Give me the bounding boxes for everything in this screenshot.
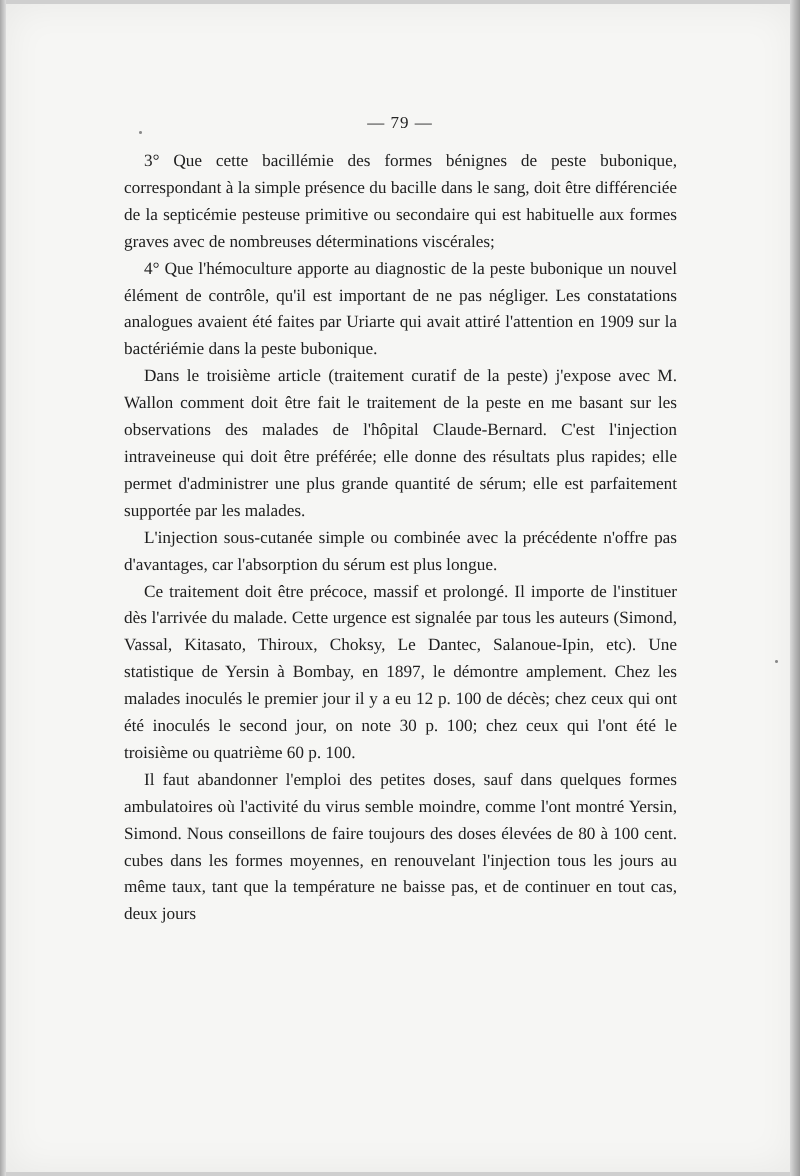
ink-speck xyxy=(775,660,778,663)
paragraph-3: Dans le troisième article (traitement curatif de la peste) j'expose avec M. Wallon comment doit être fait le traitement de la peste en me basant sur les observations des malades de l'hôpital Claude-Bernard. C'est l'injection intraveineuse qui doit être préférée; elle donne des résultats plus rapides; elle permet d'administrer une plus grande quantité de sérum; elle est parfaitement supportée par les malades. xyxy=(124,366,677,520)
paragraph-1: 3° Que cette bacillémie des formes bénignes de peste bubonique, correspondant à la simple présence du bacille dans le sang, doit être différenciée de la septicémie pesteuse primitive ou secondaire qui est habituelle aux formes graves avec de nombreuses déterminations viscérales; xyxy=(124,151,677,251)
body-text xyxy=(124,148,677,928)
paragraph-4: L'injection sous-cutanée simple ou combinée avec la précédente n'offre pas d'avantages, car l'absorption du sérum est plus longue. xyxy=(124,527,677,574)
paragraph-2: 4° Que l'hémoculture apporte au diagnostic de la peste bubonique un nouvel élément de contrôle, qu'il est important de ne pas négliger. Les constatations analogues avaient été faites par Uriarte qui avait attiré l'attention en 1909 sur la bactériémie dans la peste bubonique. xyxy=(124,258,677,359)
page-number: — 79 — xyxy=(367,113,433,132)
paragraph-6: Il faut abandonner l'emploi des petites doses, sauf dans quelques formes ambulatoires où l'activité du virus semble moindre, comme l'ont montré Yersin, Simond. Nous conseillons de faire toujours des doses élevées de 80 à 100 cent. cubes dans les formes moyennes, en renouvelant l'injection tous les jours au même taux, tant que la température ne baisse pas, et de continuer en tout cas, deux jours xyxy=(124,769,677,924)
paragraph-5: Ce traitement doit être précoce, massif et prolongé. Il importe de l'instituer dès l'arrivée du malade. Cette urgence est signalée par tous les auteurs (Simond, Vassal, Kitasato, Thiroux, Choksy, Le Dantec, Salanoue-Ipin, etc). Une statistique de Yersin à Bombay, en 1897, le démontre amplement. Chez les malades inoculés le premier jour il y a eu 12 p. 100 de décès; chez ceux qui ont été inoculés le second jour, on note 30 p. 100; chez ceux qui l'ont été le troisième ou quatrième 60 p. 100. xyxy=(124,581,677,762)
scan-right-edge xyxy=(790,0,800,1176)
